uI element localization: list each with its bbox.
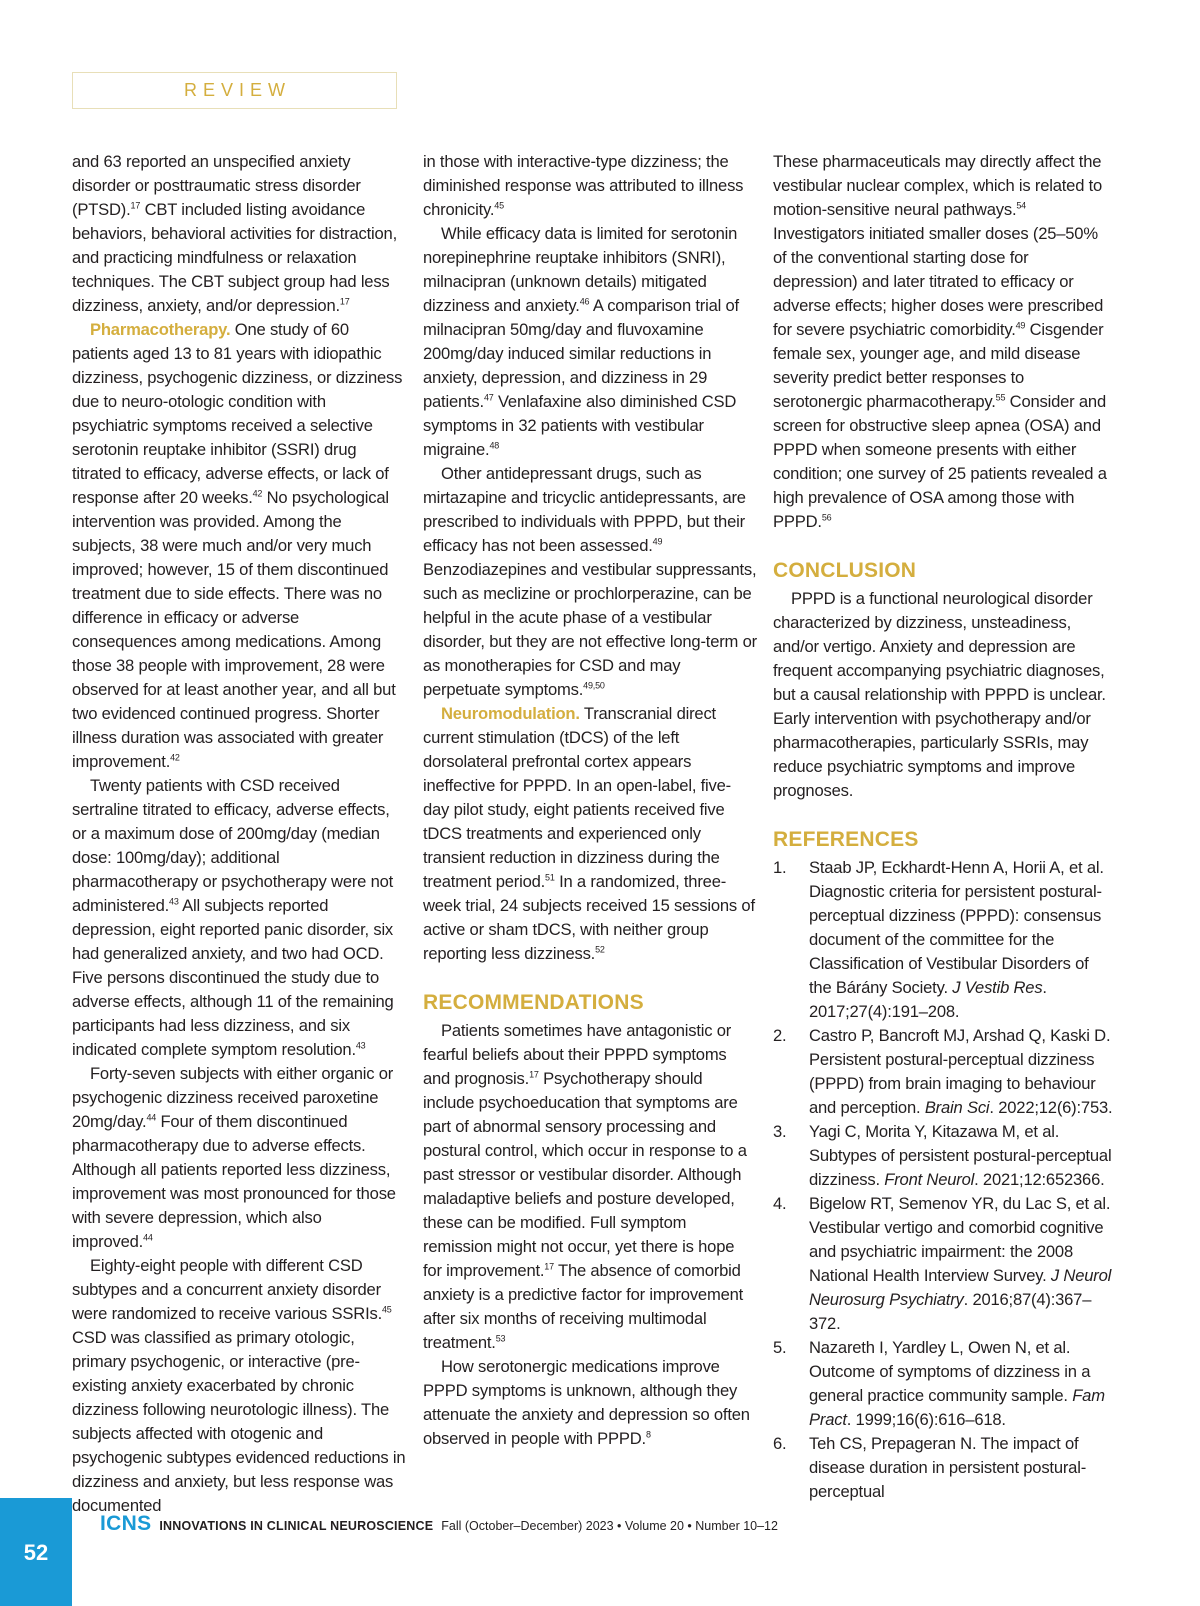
- subsection-heading-neuromodulation: Neuromodulation.: [441, 704, 580, 723]
- paragraph-neuromodulation: Neuromodulation. Transcranial direct current stimulation (tDCS) of the left dorsolateral prefrontal cortex appears ineffective for PPPD. In an open-label, five-day pilot study, eight patients received five tDCS treatments and experienced only transient reduction in dizziness during the treatment period.$^{51}$ In a randomized, three-week trial, 24 subjects received 15 sessions of active or sham tDCS, with neither group reporting less dizziness.$^{52}$: [423, 704, 755, 963]
- page-number-block: [0, 1498, 72, 1606]
- paragraph: Other antidepressant drugs, such as mirtazapine and tricyclic antidepressants, are prescribed to individuals with PPPD, but their efficacy has not been assessed.$^{49}$ Benzodiazepines and vestibular suppressants, such as meclizine or prochlorperazine, can be helpful in the acute phase of a vestibular disorder, but they are not effective long-term or as monotherapies for CSD and may perpetuate symptoms.$^{49,50}$: [423, 464, 757, 699]
- reference-item: 4. Bigelow RT, Semenov YR, du Lac S, et al. Vestibular vertigo and comorbid cognitive and psychiatric impairment: the 2008 National Health Interview Survey. J Neurol Neurosurg Psychiatry. 2016;87(4):367–372.: [773, 1194, 1112, 1333]
- reference-list: [773, 856, 1113, 1504]
- reference-item: 3. Yagi C, Morita Y, Kitazawa M, et al. Subtypes of persistent postural-perceptual dizziness. Front Neurol. 2021;12:652366.: [773, 1122, 1112, 1189]
- section-heading-references: REFERENCES: [773, 828, 919, 851]
- reference-item: 1. Staab JP, Eckhardt-Henn A, Horii A, et al. Diagnostic criteria for persistent postural-perceptual dizziness (PPPD): consensus document of the committee for the Classification of Vestibular Disorders of the Bárány Society. J Vestib Res. 2017;27(4):191–208.: [773, 858, 1104, 1021]
- reference-item: 5. Nazareth I, Yardley L, Owen N, et al. Outcome of symptoms of dizziness in a general practice community sample. Fam Pract. 1999;16(6):616–618.: [773, 1338, 1105, 1429]
- reference-item: 2. Castro P, Bancroft MJ, Arshad Q, Kaski D. Persistent postural-perceptual dizziness (PPPD) from brain imaging to behaviour and perception. Brain Sci. 2022;12(6):753.: [773, 1026, 1113, 1117]
- paragraph: Twenty patients with CSD received sertraline titrated to efficacy, adverse effects, or a maximum dose of 200mg/day (median dose: 100mg/day); additional pharmacotherapy or psychotherapy were not administered.$^{43}$ All subjects reported depression, eight reported panic disorder, six had generalized anxiety, and two had OCD. Five persons discontinued the study due to adverse effects, although 11 of the remaining participants had less dizziness, and six indicated complete symptom resolution.$^{43}$: [72, 776, 394, 1059]
- journal-abbreviation: ICNS: [100, 1512, 152, 1535]
- reference-item: 6. Teh CS, Prepageran N. The impact of disease duration in persistent postural-perceptual: [773, 1434, 1087, 1501]
- section-heading-recommendations: RECOMMENDATIONS: [423, 991, 644, 1014]
- text-column-2: [423, 150, 757, 1451]
- section-label-box: [72, 72, 397, 109]
- text-column-1: [72, 150, 406, 1518]
- section-label: REVIEW: [183, 80, 291, 100]
- paragraph: Eighty-eight people with different CSD subtypes and a concurrent anxiety disorder were randomized to receive various SSRIs.$^{45}$ CSD was classified as primary otologic, primary psychogenic, or interactive (pre-existing anxiety exacerbated by chronic dizziness following neurotologic illness). The subjects affected with otogenic and psychogenic subtypes evidenced reductions in dizziness and anxiety, but less response was documented: [72, 1256, 406, 1515]
- subsection-heading-pharmacotherapy: Pharmacotherapy.: [90, 320, 231, 339]
- paragraph: These pharmaceuticals may directly affect the vestibular nuclear complex, which is related to motion-sensitive neural pathways.$^{54}$ Investigators initiated smaller doses (25–50% of the conventional starting dose for depression) and later titrated to efficacy or adverse effects; higher doses were prescribed for severe psychiatric comorbidity.$^{49}$ Cisgender female sex, younger age, and mild disease severity predict better responses to serotonergic pharmacotherapy.$^{55}$ Consider and screen for obstructive sleep apnea (OSA) and PPPD when someone presents with either condition; one survey of 25 patients revealed a high prevalence of OSA among those with PPPD.$^{56}$: [773, 152, 1107, 531]
- section-heading-conclusion: CONCLUSION: [773, 559, 917, 582]
- paragraph: Patients sometimes have antagonistic or fearful beliefs about their PPPD symptoms and prognosis.$^{17}$ Psychotherapy should include psychoeducation that symptoms are part of abnormal sensory processing and postural control, which occur in response to a past stressor or vestibular disorder. Although maladaptive beliefs and posture developed, these can be modified. Full symptom remission might not occur, yet there is hope for improvement.$^{17}$ The absence of comorbid anxiety is a predictive factor for improvement after six months of receiving multimodal treatment.$^{53}$: [423, 1021, 747, 1352]
- conclusion-paragraph: PPPD is a functional neurological disorder characterized by dizziness, unsteadiness, and/or vertigo. Anxiety and depression are frequent accompanying psychiatric diagnoses, but a causal relationship with PPPD is unclear. Early intervention with psychotherapy and/or pharmacotherapies, particularly SSRIs, may reduce psychiatric symptoms and improve prognoses.: [773, 589, 1106, 800]
- journal-name: INNOVATIONS IN CLINICAL NEUROSCIENCE: [159, 1519, 434, 1533]
- paragraph: in those with interactive-type dizziness; the diminished response was attributed to illness chronicity.$^{45}$: [423, 152, 744, 219]
- issue-info: Fall (October–December) 2023 • Volume 20 • Number 10–12: [441, 1519, 778, 1533]
- paragraph: and 63 reported an unspecified anxiety disorder or posttraumatic stress disorder (PTSD).$^{17}$ CBT included listing avoidance behaviors, behavioral activities for distraction, and practicing mindfulness or relaxation techniques. The CBT subject group had less dizziness, anxiety, and/or depression.$^{17}$: [72, 152, 398, 315]
- page-number: 52: [23, 1540, 49, 1565]
- paragraph: How serotonergic medications improve PPPD symptoms is unknown, although they attenuate the anxiety and depression so often observed in people with PPPD.$^8$: [423, 1357, 750, 1448]
- paragraph: While efficacy data is limited for serotonin norepinephrine reuptake inhibitors (SNRI), milnacipran (unknown details) mitigated dizziness and anxiety.$^{46}$ A comparison trial of milnacipran 50mg/day and fluvoxamine 200mg/day induced similar reductions in anxiety, depression, and dizziness in 29 patients.$^{47}$ Venlafaxine also diminished CSD symptoms in 32 patients with vestibular migraine.$^{48}$: [423, 224, 739, 459]
- paragraph: Forty-seven subjects with either organic or psychogenic dizziness received paroxetine 20mg/day.$^{44}$ Four of them discontinued pharmacotherapy due to adverse effects. Although all patients reported less dizziness, improvement was most pronounced for those with severe depression, which also improved.$^{44}$: [72, 1064, 396, 1251]
- journal-footer: [100, 1512, 778, 1536]
- text-column-3: [773, 150, 1113, 1504]
- paragraph-pharmacotherapy: Pharmacotherapy. One study of 60 patients aged 13 to 81 years with idiopathic dizziness, psychogenic dizziness, or dizziness due to neuro-otologic condition with psychiatric symptoms received a selective serotonin reuptake inhibitor (SSRI) drug titrated to efficacy, adverse effects, or lack of response after 20 weeks.$^{42}$ No psychological intervention was provided. Among the subjects, 38 were much and/or very much improved; however, 15 of them discontinued treatment due to side effects. There was no difference in efficacy or adverse consequences among medications. Among those 38 people with improvement, 28 were observed for at least another year, and all but two evidenced continued progress. Shorter illness duration was associated with greater improvement.$^{42}$: [72, 320, 403, 771]
